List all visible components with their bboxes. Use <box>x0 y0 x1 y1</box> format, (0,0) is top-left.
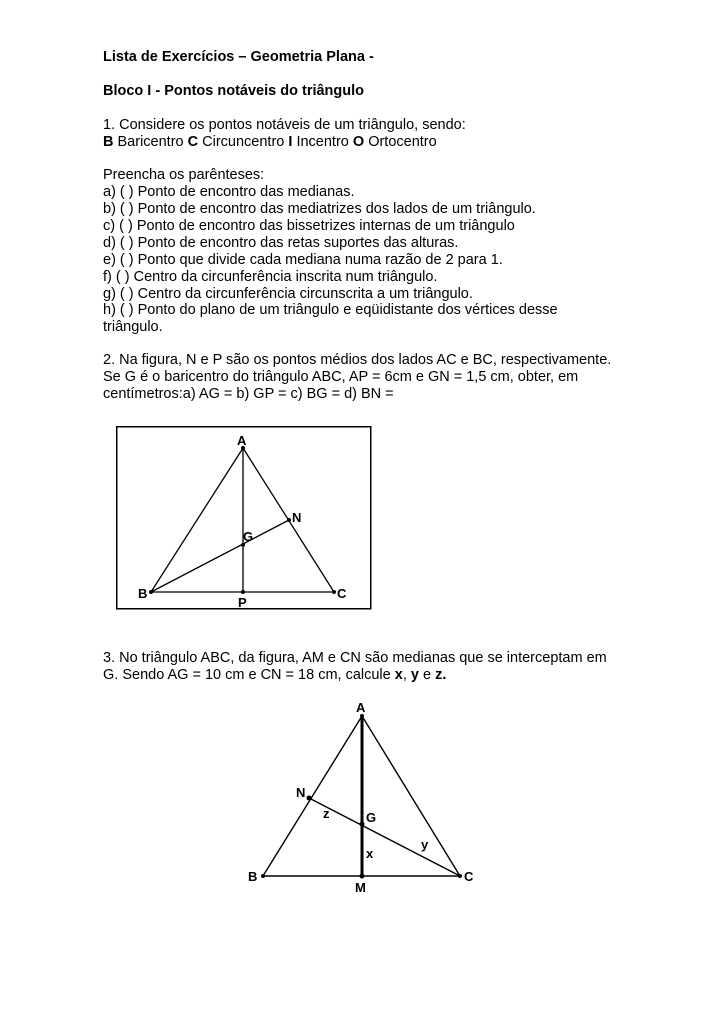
section-heading: Bloco I - Pontos notáveis do triângulo <box>103 83 365 99</box>
q1-item: a) ( ) Ponto de encontro das medianas. <box>103 184 355 200</box>
segment-label-y: y <box>421 837 429 852</box>
point-label-p: P <box>238 595 247 610</box>
point-label-m: M <box>355 880 366 895</box>
q1-intro: 1. Considere os pontos notáveis de um triângulo, sendo: <box>103 117 466 133</box>
q2-text: Se G é o baricentro do triângulo ABC, AP = 6cm e GN = 1,5 cm, obter, em <box>103 369 579 385</box>
point-label-g: G <box>243 529 254 544</box>
var-y: y <box>410 667 419 683</box>
q1-item: h) ( ) Ponto do plano de um triângulo e eqüidistante dos vértices desse <box>103 302 558 318</box>
point-label-g: G <box>366 810 377 825</box>
q1-item: b) ( ) Ponto de encontro das mediatrizes dos lados de um triângulo. <box>103 201 536 217</box>
vertex-label-a: A <box>237 433 247 448</box>
q3-text <box>103 667 446 684</box>
q1-legend <box>103 134 437 151</box>
q1-item: triângulo. <box>103 319 163 335</box>
vertex-label-c: C <box>464 869 474 884</box>
legend-letter: C <box>187 134 199 150</box>
q2-text: 2. Na figura, N e P são os pontos médios dos lados AC e BC, respectivamente. <box>103 352 612 368</box>
legend-letter: I <box>288 134 293 150</box>
q1-item: f) ( ) Centro da circunferência inscrita num triângulo. <box>103 269 438 285</box>
q1-item: g) ( ) Centro da circunferência circunscrita a um triângulo. <box>103 286 473 302</box>
vertex-label-b: B <box>138 586 148 601</box>
legend-name: Incentro <box>296 134 349 150</box>
point-label-n: N <box>296 785 306 800</box>
legend-name: Baricentro <box>117 134 184 150</box>
vertex-label-c: C <box>337 586 347 601</box>
q1-item: d) ( ) Ponto de encontro das retas suportes das alturas. <box>103 235 459 251</box>
q1-item: e) ( ) Ponto que divide cada mediana numa razão de 2 para 1. <box>103 252 503 268</box>
q3-text-pre: G. Sendo AG = 10 cm e CN = 18 cm, calcule <box>103 667 395 683</box>
point-label-n: N <box>292 510 302 525</box>
page-title: Lista de Exercícios – Geometria Plana - <box>103 49 374 65</box>
separator: e <box>418 667 436 683</box>
segment-label-z: z <box>323 806 330 821</box>
var-x: x <box>394 667 403 683</box>
q3-figure <box>238 696 488 896</box>
vertex-label-a: A <box>356 700 366 715</box>
legend-name: Ortocentro <box>368 134 437 150</box>
var-z: z. <box>435 667 447 683</box>
q2-text: centímetros:a) AG = b) GP = c) BG = d) BN = <box>103 386 394 402</box>
q3-text: 3. No triângulo ABC, da figura, AM e CN são medianas que se interceptam em <box>103 650 607 666</box>
segment-label-x: x <box>366 846 374 861</box>
separator: , <box>402 667 411 683</box>
q1-item: c) ( ) Ponto de encontro das bissetrizes internas de um triângulo <box>103 218 515 234</box>
q1-instruction: Preencha os parênteses: <box>103 167 265 183</box>
legend-name: Circuncentro <box>202 134 285 150</box>
q2-figure <box>116 426 372 610</box>
vertex-label-b: B <box>248 869 258 884</box>
legend-letter: B <box>103 134 114 150</box>
legend-letter: O <box>352 134 365 150</box>
